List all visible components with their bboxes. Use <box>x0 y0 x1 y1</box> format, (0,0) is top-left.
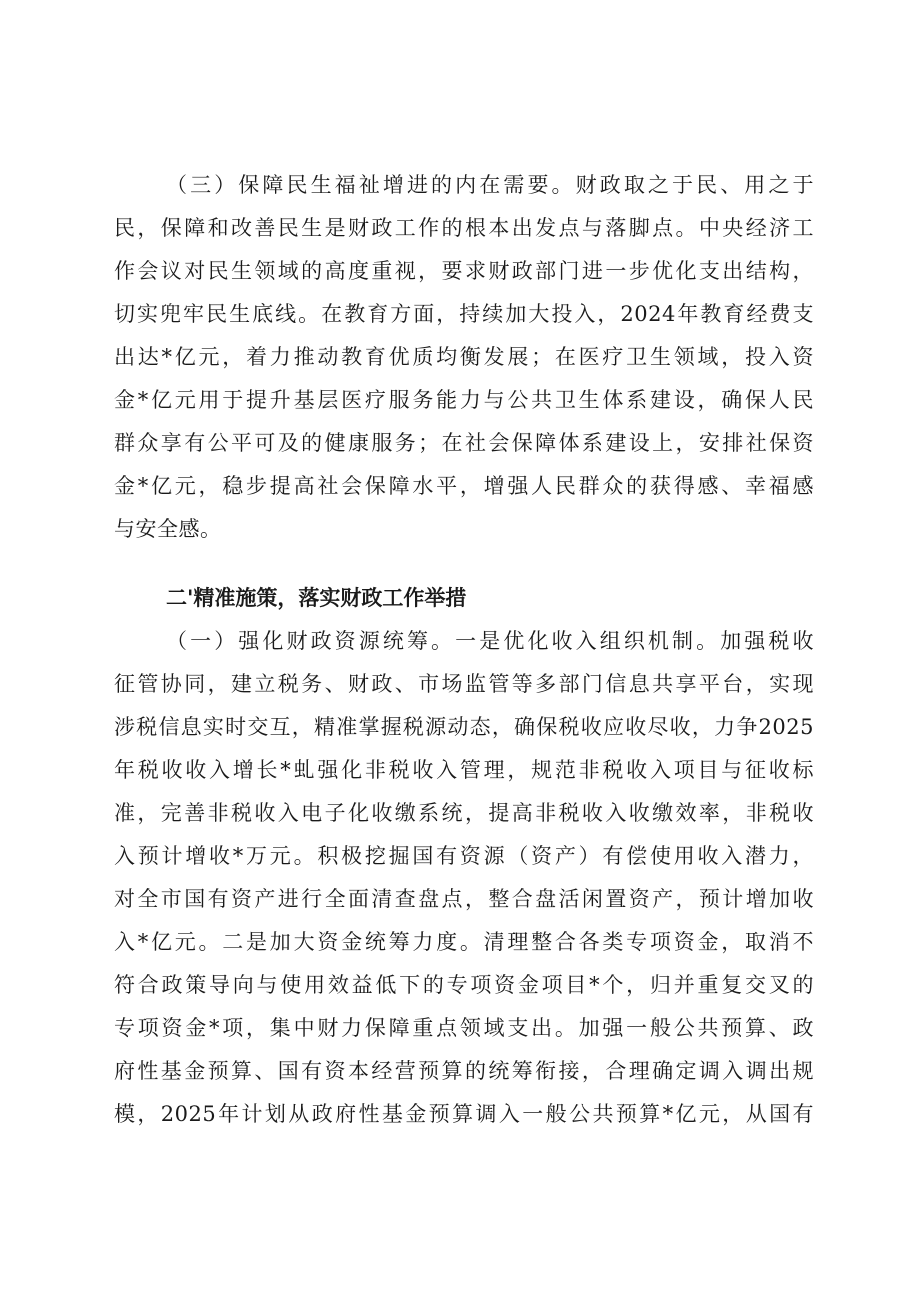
paragraph-line: 出达*亿元，着力推动教育优质均衡发展；在医疗卫生领域，投入资 <box>114 345 814 369</box>
paragraph-line: 涉税信息实时交互，精准掌握税源动态，确保税收应收尽收，力争2025 <box>114 715 814 739</box>
paragraph-line: 准，完善非税收入电子化收缴系统，提高非税收入收缴效率，非税收 <box>114 801 814 825</box>
paragraph-line: 民，保障和改善民生是财政工作的根本出发点与落脚点。中央经济工 <box>114 216 814 240</box>
paragraph-line: 群众享有公平可及的健康服务；在社会保障体系建设上，安排社保资 <box>114 431 814 455</box>
paragraph-line: 符合政策导向与使用效益低下的专项资金项目*个，归并重复交叉的 <box>114 973 814 997</box>
paragraph-line: 府性基金预算、国有资本经营预算的统筹衔接，合理确定调入调出规 <box>114 1059 814 1083</box>
paragraph-line: 作会议对民生领域的高度重视，要求财政部门进一步优化支出结构， <box>114 259 814 283</box>
paragraph-section-3 <box>114 164 814 551</box>
paragraph-line: 年税收收入增长*虬强化非税收入管理，规范非税收入项目与征收标 <box>114 758 814 782</box>
paragraph-line: 入*亿元。二是加大资金统筹力度。清理整合各类专项资金，取消不 <box>114 930 814 954</box>
paragraph-line: 模，2025年计划从政府性基金预算调入一般公共预算*亿元，从国有 <box>114 1102 814 1126</box>
paragraph-line: 专项资金*项，集中财力保障重点领域支出。加强一般公共预算、政 <box>114 1016 814 1040</box>
paragraph-line: 对全市国有资产进行全面清查盘点，整合盘活闲置资产，预计增加收 <box>114 887 814 911</box>
paragraph-line: 切实兜牢民生底线。在教育方面，持续加大投入，2024年教育经费支 <box>114 302 814 326</box>
paragraph-line: （一）强化财政资源统筹。一是优化收入组织机制。加强税收 <box>166 629 814 653</box>
paragraph-line: 金*亿元，稳步提高社会保障水平，增强人民群众的获得感、幸福感 <box>114 474 814 498</box>
section-heading: 二'精准施策，落实财政工作举措 <box>166 586 467 610</box>
paragraph-line: 征管协同，建立税务、财政、市场监管等多部门信息共享平台，实现 <box>114 672 814 696</box>
paragraph-line: （三）保障民生福祉增进的内在需要。财政取之于民、用之于 <box>166 173 814 197</box>
paragraph-section-1 <box>114 620 814 1136</box>
paragraph-line: 金*亿元用于提升基层医疗服务能力与公共卫生体系建设，确保人民 <box>114 388 814 412</box>
paragraph-line: 入预计增收*万元。积极挖掘国有资源（资产）有偿使用收入潜力， <box>114 844 814 868</box>
paragraph-line: 与安全感。 <box>114 517 222 541</box>
